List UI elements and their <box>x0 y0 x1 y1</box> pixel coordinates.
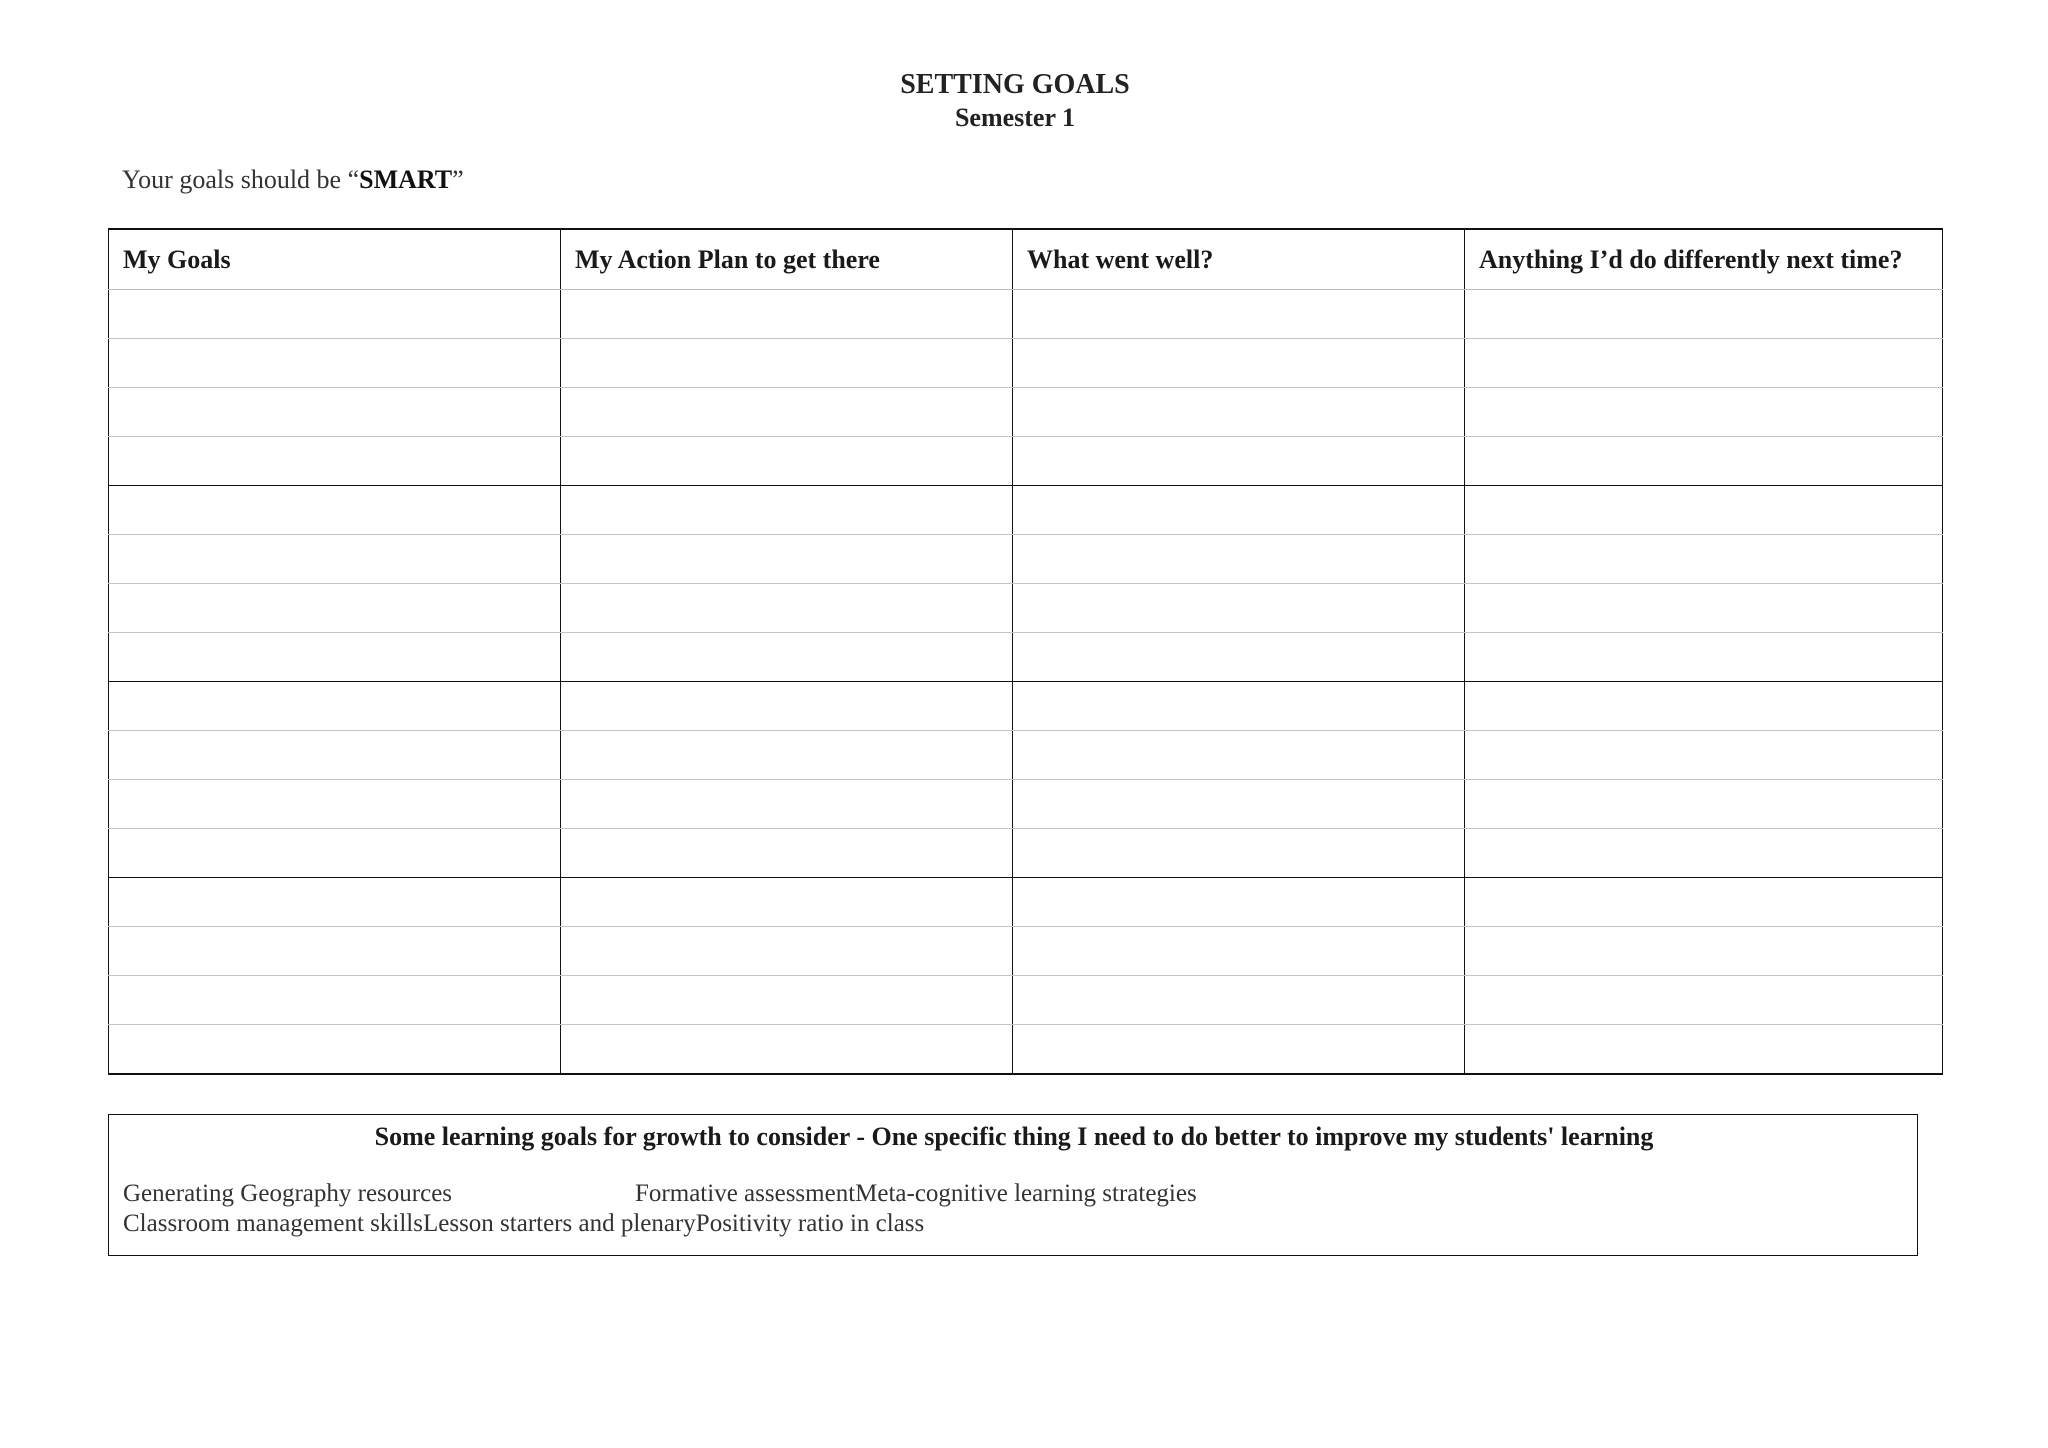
goals-table <box>108 228 1943 1075</box>
went-well-cell[interactable] <box>1013 486 1465 535</box>
goal-cell[interactable] <box>109 878 561 927</box>
table-row <box>109 976 1943 1025</box>
went-well-cell[interactable] <box>1013 878 1465 927</box>
do-differently-cell[interactable] <box>1465 584 1943 633</box>
goal-cell[interactable] <box>109 780 561 829</box>
intro-suffix: ” <box>452 165 464 194</box>
do-differently-cell[interactable] <box>1465 976 1943 1025</box>
column-header-action-plan: My Action Plan to get there <box>561 229 1013 290</box>
table-row <box>109 486 1943 535</box>
action-plan-cell[interactable] <box>561 1025 1013 1075</box>
column-header-do-differently: Anything I’d do differently next time? <box>1465 229 1943 290</box>
goal-cell[interactable] <box>109 486 561 535</box>
growth-option: Meta-cognitive learning strategies <box>855 1180 1197 1207</box>
action-plan-cell[interactable] <box>561 388 1013 437</box>
goal-cell[interactable] <box>109 829 561 878</box>
goal-cell[interactable] <box>109 1025 561 1075</box>
goal-cell[interactable] <box>109 339 561 388</box>
action-plan-cell[interactable] <box>561 339 1013 388</box>
growth-option: Generating Geography resources <box>123 1180 453 1207</box>
went-well-cell[interactable] <box>1013 388 1465 437</box>
do-differently-cell[interactable] <box>1465 486 1943 535</box>
action-plan-cell[interactable] <box>561 976 1013 1025</box>
went-well-cell[interactable] <box>1013 731 1465 780</box>
goals-header-row <box>109 229 1943 290</box>
goal-cell[interactable] <box>109 927 561 976</box>
growth-goals-box <box>108 1114 1918 1256</box>
do-differently-cell[interactable] <box>1465 927 1943 976</box>
action-plan-cell[interactable] <box>561 829 1013 878</box>
goal-cell[interactable] <box>109 682 561 731</box>
table-row <box>109 584 1943 633</box>
growth-options-line-1 <box>123 1179 1197 1209</box>
table-row <box>109 535 1943 584</box>
smart-emphasis: SMART <box>359 165 453 194</box>
went-well-cell[interactable] <box>1013 584 1465 633</box>
table-row <box>109 829 1943 878</box>
do-differently-cell[interactable] <box>1465 829 1943 878</box>
goal-cell[interactable] <box>109 584 561 633</box>
do-differently-cell[interactable] <box>1465 290 1943 339</box>
intro-prefix: Your goals should be “ <box>122 165 360 194</box>
action-plan-cell[interactable] <box>561 290 1013 339</box>
action-plan-cell[interactable] <box>561 780 1013 829</box>
table-row <box>109 633 1943 682</box>
action-plan-cell[interactable] <box>561 584 1013 633</box>
goal-cell[interactable] <box>109 976 561 1025</box>
growth-option: Lesson starters and plenary <box>422 1210 696 1237</box>
table-row <box>109 388 1943 437</box>
smart-intro <box>122 164 464 196</box>
table-row <box>109 290 1943 339</box>
do-differently-cell[interactable] <box>1465 388 1943 437</box>
table-row <box>109 878 1943 927</box>
column-header-my-goals: My Goals <box>109 229 561 290</box>
do-differently-cell[interactable] <box>1465 633 1943 682</box>
action-plan-cell[interactable] <box>561 437 1013 486</box>
goal-cell[interactable] <box>109 633 561 682</box>
page-subtitle: Semester 1 <box>954 103 1076 132</box>
table-row <box>109 731 1943 780</box>
table-row <box>109 437 1943 486</box>
table-row <box>109 780 1943 829</box>
do-differently-cell[interactable] <box>1465 1025 1943 1075</box>
do-differently-cell[interactable] <box>1465 535 1943 584</box>
goal-cell[interactable] <box>109 731 561 780</box>
went-well-cell[interactable] <box>1013 290 1465 339</box>
table-row <box>109 927 1943 976</box>
went-well-cell[interactable] <box>1013 437 1465 486</box>
column-header-went-well: What went well? <box>1013 229 1465 290</box>
action-plan-cell[interactable] <box>561 927 1013 976</box>
went-well-cell[interactable] <box>1013 633 1465 682</box>
goals-table-body <box>109 290 1943 1075</box>
went-well-cell[interactable] <box>1013 682 1465 731</box>
growth-option: Classroom management skills <box>123 1210 423 1237</box>
do-differently-cell[interactable] <box>1465 878 1943 927</box>
growth-option: Formative assessment <box>635 1180 856 1207</box>
goal-cell[interactable] <box>109 535 561 584</box>
action-plan-cell[interactable] <box>561 682 1013 731</box>
table-row <box>109 1025 1943 1075</box>
growth-option: Positivity ratio in class <box>695 1210 925 1237</box>
went-well-cell[interactable] <box>1013 976 1465 1025</box>
goal-cell[interactable] <box>109 437 561 486</box>
went-well-cell[interactable] <box>1013 780 1465 829</box>
do-differently-cell[interactable] <box>1465 437 1943 486</box>
went-well-cell[interactable] <box>1013 927 1465 976</box>
goal-cell[interactable] <box>109 290 561 339</box>
do-differently-cell[interactable] <box>1465 780 1943 829</box>
do-differently-cell[interactable] <box>1465 682 1943 731</box>
went-well-cell[interactable] <box>1013 1025 1465 1075</box>
action-plan-cell[interactable] <box>561 878 1013 927</box>
growth-heading: Some learning goals for growth to consider - One specific thing I need to do better to improve my students' learning <box>374 1122 1654 1151</box>
table-row <box>109 339 1943 388</box>
action-plan-cell[interactable] <box>561 486 1013 535</box>
growth-options-line-2 <box>123 1209 924 1239</box>
table-row <box>109 682 1943 731</box>
action-plan-cell[interactable] <box>561 535 1013 584</box>
went-well-cell[interactable] <box>1013 535 1465 584</box>
page-title: SETTING GOALS <box>900 69 1130 100</box>
do-differently-cell[interactable] <box>1465 731 1943 780</box>
goal-cell[interactable] <box>109 388 561 437</box>
went-well-cell[interactable] <box>1013 339 1465 388</box>
went-well-cell[interactable] <box>1013 829 1465 878</box>
action-plan-cell[interactable] <box>561 731 1013 780</box>
do-differently-cell[interactable] <box>1465 339 1943 388</box>
action-plan-cell[interactable] <box>561 633 1013 682</box>
